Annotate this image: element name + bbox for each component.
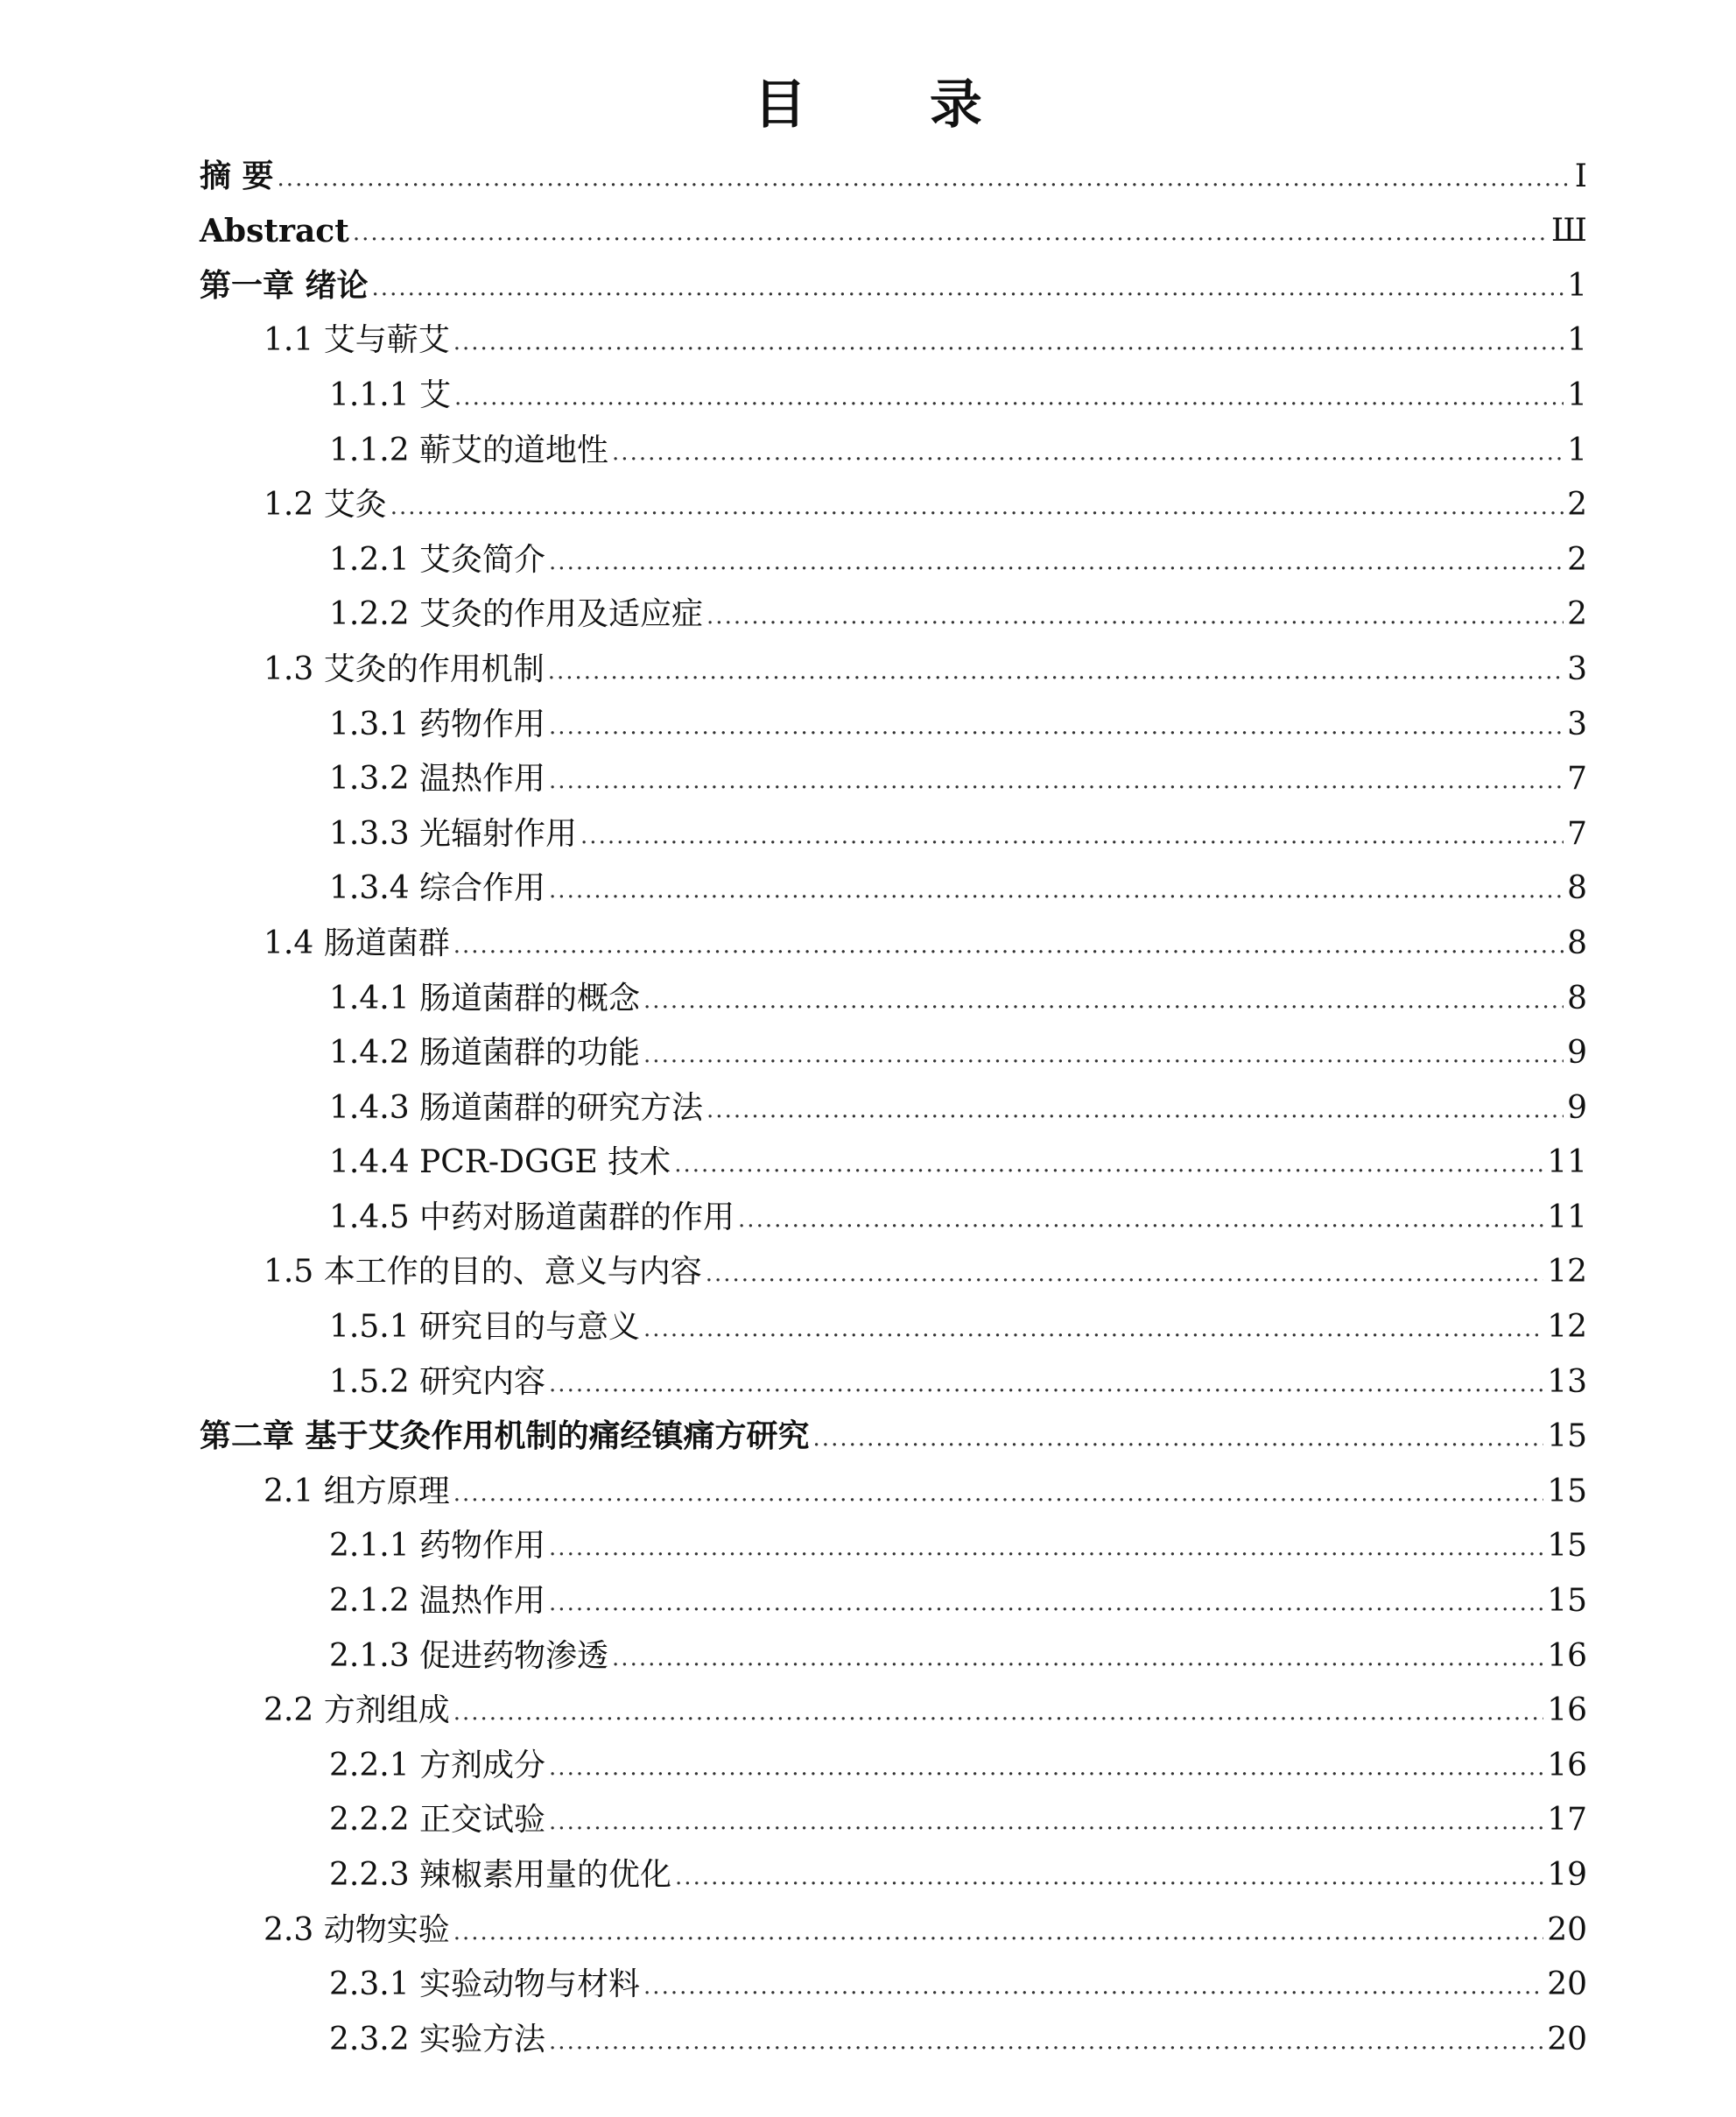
toc-entry-page: 15 [1547, 1473, 1587, 1509]
toc-entry-page: 8 [1567, 925, 1587, 961]
toc-entry-page: 1 [1567, 376, 1587, 413]
dot-leader [549, 862, 1564, 916]
toc-entry-page: 2 [1567, 487, 1587, 524]
dot-leader [612, 424, 1564, 478]
toc-entry-label: 1.3.3 光辐射作用 [329, 815, 578, 852]
toc-entry-1-5-1[interactable] [200, 1299, 1587, 1354]
toc-entry-label: 2.1.3 促进药物渗透 [329, 1637, 609, 1674]
dot-leader [453, 1684, 1543, 1738]
toc-entry-1-4-5[interactable] [200, 1190, 1587, 1245]
toc-entry-page: 1 [1567, 322, 1587, 359]
dot-leader [643, 1300, 1543, 1354]
toc-entry-page: 1 [1567, 267, 1587, 304]
toc-entry-label: 2.2.2 正交试验 [329, 1802, 546, 1839]
dot-leader [706, 1081, 1564, 1136]
toc-entry-page: 8 [1567, 870, 1587, 907]
toc-entry-label: 1.1.1 艾 [329, 376, 452, 413]
toc-entry-label: 1.2.2 艾灸的作用及适应症 [329, 596, 704, 633]
dot-leader [390, 478, 1564, 532]
toc-entry-page: 15 [1547, 1528, 1587, 1565]
toc-entry-page: 7 [1567, 815, 1587, 852]
toc-entry-page: Ш [1550, 213, 1587, 250]
toc-entry-page: 3 [1567, 706, 1587, 742]
toc-entry-label: 2.2.1 方剂成分 [329, 1747, 546, 1783]
table-of-contents [200, 149, 1587, 2067]
dot-leader [738, 1191, 1543, 1245]
dot-leader [643, 972, 1564, 1026]
toc-entry-page: 19 [1547, 1857, 1587, 1893]
dot-leader [453, 1903, 1543, 1958]
toc-entry-label: 1.3.4 综合作用 [329, 870, 546, 907]
dot-leader [643, 1026, 1564, 1080]
toc-entry-label: 1.1 艾与蕲艾 [264, 322, 450, 359]
toc-entry-page: 15 [1547, 1418, 1587, 1455]
toc-entry-label: 1.4.1 肠道菌群的概念 [329, 980, 641, 1016]
toc-entry-page: 12 [1547, 1254, 1587, 1291]
dot-leader [549, 698, 1564, 752]
toc-entry-2-2-1[interactable] [200, 1738, 1587, 1793]
toc-entry-page: 11 [1547, 1199, 1587, 1235]
toc-entry-label: 1.3.2 温热作用 [329, 761, 546, 798]
toc-entry-label: 第二章 基于艾灸作用机制的痛经镇痛方研究 [200, 1418, 810, 1455]
toc-entry-2-1[interactable] [200, 1464, 1587, 1519]
toc-entry-label: 1.5 本工作的目的、意义与内容 [264, 1254, 702, 1291]
toc-entry-abstract-cn[interactable] [200, 149, 1587, 204]
toc-entry-1-4-2[interactable] [200, 1026, 1587, 1081]
toc-entry-2-1-2[interactable] [200, 1573, 1587, 1628]
toc-entry-2-2[interactable] [200, 1684, 1587, 1739]
toc-entry-label: 1.2 艾灸 [264, 487, 387, 524]
toc-entry-1-4-4[interactable] [200, 1136, 1587, 1191]
toc-entry-page: 20 [1547, 2021, 1587, 2057]
toc-entry-label: Abstract [200, 213, 349, 250]
toc-entry-label: 1.2.1 艾灸简介 [329, 541, 546, 578]
toc-entry-label: 2.2 方剂组成 [264, 1692, 450, 1729]
toc-entry-label: 1.4.2 肠道菌群的功能 [329, 1035, 641, 1072]
toc-entry-page: 9 [1567, 1089, 1587, 1126]
page-title: 目 录 [754, 74, 1035, 136]
toc-entry-1-1[interactable] [200, 313, 1587, 369]
dot-leader [454, 369, 1564, 423]
toc-entry-1-5[interactable] [200, 1245, 1587, 1300]
toc-entry-2-3-1[interactable] [200, 1958, 1587, 2013]
toc-entry-1-3-3[interactable] [200, 806, 1587, 862]
dot-leader [580, 807, 1564, 862]
toc-entry-1-2-1[interactable] [200, 532, 1587, 587]
dot-leader [612, 1629, 1543, 1684]
dot-leader [674, 1136, 1543, 1190]
toc-entry-label: 1.5.1 研究目的与意义 [329, 1309, 641, 1346]
dot-leader [549, 752, 1564, 806]
dot-leader [675, 1848, 1543, 1902]
toc-entry-label: 1.4.4 PCR-DGGE 技术 [329, 1144, 671, 1181]
toc-entry-1-5-2[interactable] [200, 1354, 1587, 1410]
toc-entry-label: 2.1.2 温热作用 [329, 1583, 546, 1620]
toc-entry-2-3[interactable] [200, 1902, 1587, 1958]
toc-entry-page: 15 [1547, 1583, 1587, 1620]
toc-entry-label: 2.1 组方原理 [264, 1473, 450, 1509]
dot-leader [453, 917, 1564, 971]
dot-leader [643, 1958, 1543, 2012]
toc-entry-label: 2.1.1 药物作用 [329, 1528, 546, 1565]
toc-entry-label: 1.3 艾灸的作用机制 [264, 651, 545, 687]
toc-entry-2-3-2[interactable] [200, 2012, 1587, 2067]
toc-entry-label: 1.5.2 研究内容 [329, 1363, 546, 1400]
toc-entry-page: 2 [1567, 596, 1587, 633]
toc-entry-page: 16 [1547, 1747, 1587, 1783]
dot-leader [549, 1519, 1543, 1573]
toc-entry-1-3[interactable] [200, 642, 1587, 697]
toc-entry-1-2[interactable] [200, 478, 1587, 533]
toc-entry-2-1-1[interactable] [200, 1519, 1587, 1574]
dot-leader [453, 1465, 1543, 1519]
dot-leader [813, 1410, 1544, 1464]
toc-entry-page: 13 [1547, 1363, 1587, 1400]
toc-entry-1-4-1[interactable] [200, 971, 1587, 1026]
dot-leader [453, 313, 1564, 368]
toc-entry-1-4[interactable] [200, 916, 1587, 971]
toc-entry-1-3-1[interactable] [200, 697, 1587, 752]
toc-entry-1-3-4[interactable] [200, 862, 1587, 917]
toc-entry-label: 1.4.5 中药对肠道菌群的作用 [329, 1199, 735, 1235]
toc-entry-label: 1.3.1 药物作用 [329, 706, 546, 742]
toc-entry-label: 2.2.3 辣椒素用量的优化 [329, 1857, 672, 1893]
toc-entry-page: I [1574, 158, 1587, 194]
toc-entry-page: 20 [1547, 1966, 1587, 2003]
toc-entry-page: 9 [1567, 1035, 1587, 1072]
toc-entry-label: 1.1.2 蕲艾的道地性 [329, 432, 609, 468]
toc-entry-2-1-3[interactable] [200, 1628, 1587, 1684]
dot-leader [706, 587, 1564, 642]
toc-entry-page: 17 [1547, 1802, 1587, 1839]
toc-entry-page: 8 [1567, 980, 1587, 1016]
toc-entry-chapter-2[interactable] [200, 1410, 1587, 1465]
dot-leader [549, 1574, 1543, 1628]
dot-leader [278, 150, 1571, 204]
dot-leader [549, 2013, 1543, 2067]
toc-entry-label: 摘 要 [200, 158, 274, 194]
toc-entry-label: 2.3.1 实验动物与材料 [329, 1966, 641, 2003]
dot-leader [549, 1739, 1543, 1793]
toc-entry-label: 2.3 动物实验 [264, 1911, 450, 1948]
toc-entry-1-1-1[interactable] [200, 368, 1587, 423]
toc-entry-1-4-3[interactable] [200, 1080, 1587, 1136]
toc-entry-page: 11 [1547, 1144, 1587, 1181]
dot-leader [548, 643, 1564, 697]
toc-entry-label: 1.4.3 肠道菌群的研究方法 [329, 1089, 704, 1126]
toc-entry-page: 2 [1567, 541, 1587, 578]
toc-entry-label: 第一章 绪论 [200, 267, 369, 304]
toc-entry-page: 1 [1567, 432, 1587, 468]
toc-entry-1-1-2[interactable] [200, 423, 1587, 478]
dot-leader [549, 1355, 1543, 1410]
toc-entry-page: 3 [1567, 651, 1587, 687]
toc-entry-label: 2.3.2 实验方法 [329, 2021, 546, 2057]
dot-leader [549, 533, 1564, 587]
toc-entry-1-2-2[interactable] [200, 587, 1587, 643]
toc-entry-page: 7 [1567, 761, 1587, 798]
dot-leader [549, 1793, 1543, 1847]
toc-entry-abstract-en[interactable] [200, 204, 1587, 259]
toc-entry-2-2-3[interactable] [200, 1847, 1587, 1902]
toc-entry-1-3-2[interactable] [200, 752, 1587, 807]
dot-leader [353, 204, 1548, 258]
dot-leader [706, 1245, 1543, 1299]
toc-entry-label: 1.4 肠道菌群 [264, 925, 450, 961]
toc-entry-chapter-1[interactable] [200, 258, 1587, 313]
toc-entry-page: 20 [1547, 1911, 1587, 1948]
toc-entry-page: 12 [1547, 1309, 1587, 1346]
toc-entry-page: 16 [1547, 1692, 1587, 1729]
dot-leader [372, 259, 1564, 313]
toc-entry-page: 16 [1547, 1637, 1587, 1674]
toc-entry-2-2-2[interactable] [200, 1793, 1587, 1848]
